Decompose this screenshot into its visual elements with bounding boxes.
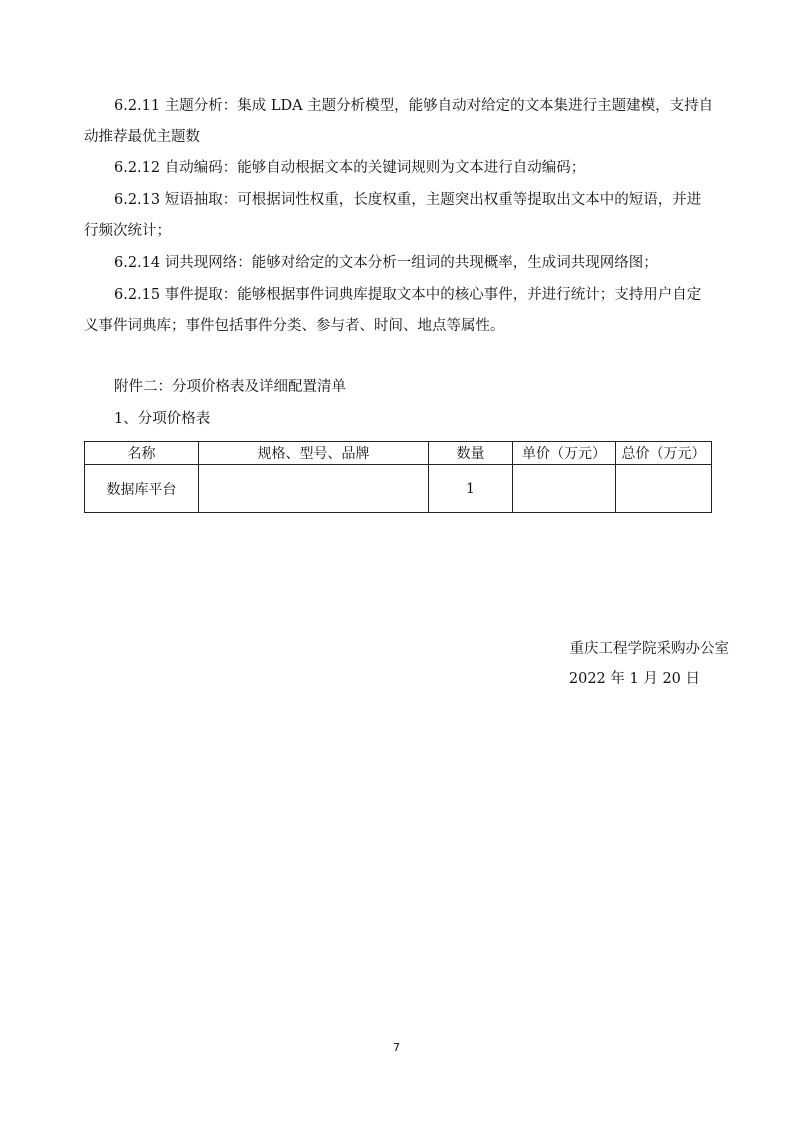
signature-org: 重庆工程学院采购办公室: [569, 641, 729, 657]
header-name: 名称: [85, 442, 199, 465]
cell-quantity: 1: [429, 465, 513, 513]
table-row: [85, 465, 712, 513]
table-header-row: [85, 442, 712, 465]
cell-total-price: [616, 465, 712, 513]
header-total-price: 总价（万元）: [616, 442, 712, 465]
text-line: 6.2.13 短语抽取：可根据词性权重，长度权重，主题突出权重等提取出文本中的短语，并进: [114, 192, 702, 208]
signature-date: 2022 年 1 月 20 日: [568, 671, 700, 687]
item-6-2-11: [84, 91, 734, 153]
text-line: 6.2.11 主题分析：集成 LDA 主题分析模型，能够自动对给定的文本集进行主题建模，支持自: [114, 98, 714, 114]
text-line: 义事件词典库；事件包括事件分类、参与者、时间、地点等属性。: [84, 318, 505, 334]
item-6-2-12: [84, 153, 734, 184]
text-line: 6.2.15 事件提取：能够根据事件词典库提取文本中的核心事件，并进行统计；支持用户自定: [114, 287, 702, 303]
text-line: 6.2.12 自动编码：能够自动根据文本的关键词规则为文本进行自动编码；: [114, 160, 586, 176]
section-title: 1、分项价格表: [114, 411, 211, 427]
text-line: 行频次统计；: [84, 223, 171, 239]
appendix-title: 附件二：分项价格表及详细配置清单: [114, 379, 346, 395]
page-number: 7: [393, 1041, 400, 1054]
price-table: [84, 441, 712, 513]
header-unit-price: 单价（万元）: [513, 442, 616, 465]
text-line: 6.2.14 词共现网络：能够对给定的文本分析一组词的共现概率，生成词共现网络图；: [114, 255, 658, 271]
cell-unit-price: [513, 465, 616, 513]
item-6-2-15: [84, 280, 734, 342]
cell-name: 数据库平台: [85, 465, 199, 513]
header-spec: 规格、型号、品牌: [199, 442, 429, 465]
text-line: 动推荐最优主题数: [84, 129, 200, 145]
item-6-2-13: [84, 185, 734, 247]
item-6-2-14: [84, 248, 734, 279]
cell-spec: [199, 465, 429, 513]
header-quantity: 数量: [429, 442, 513, 465]
